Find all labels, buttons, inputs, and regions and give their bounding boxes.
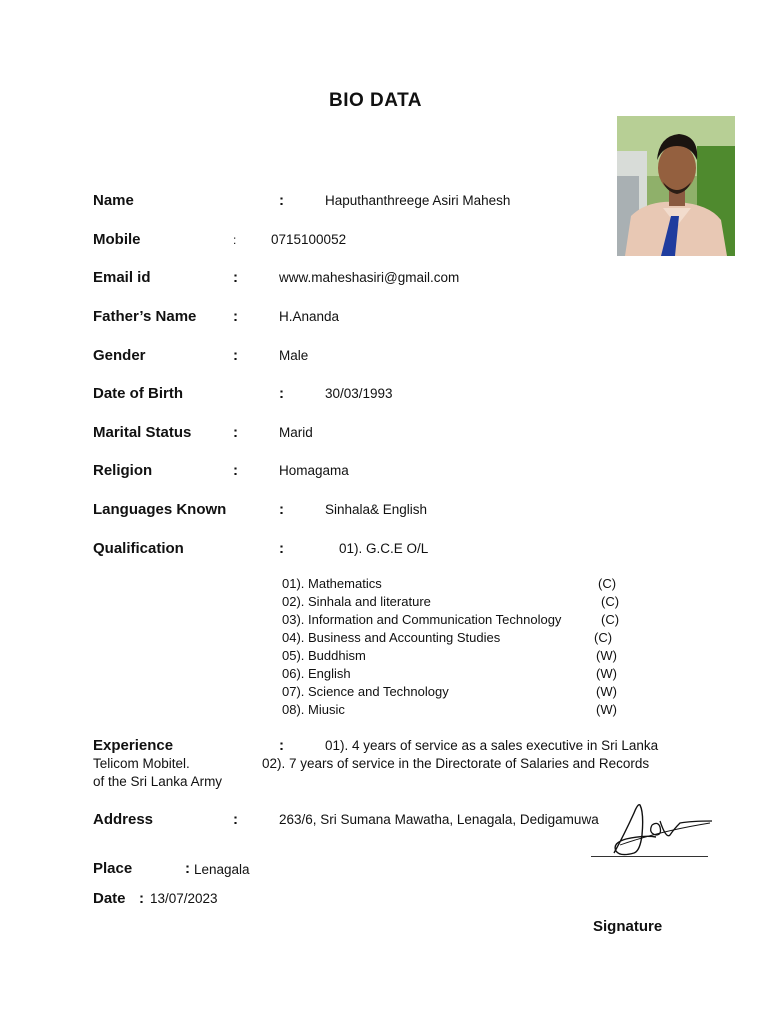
qualification-value: 01). G.C.E O/L — [339, 541, 429, 556]
gender-label: Gender — [93, 347, 146, 364]
subject-grade: (C) — [594, 630, 613, 645]
subject-item: 03). Information and Communication Technology — [282, 612, 562, 627]
dob-label: Date of Birth — [93, 385, 183, 402]
subject-item: 06). English — [282, 666, 351, 681]
profile-photo — [617, 116, 735, 256]
name-value: Haputhanthreege Asiri Mahesh — [325, 193, 511, 208]
page-title: BIO DATA — [329, 90, 423, 111]
marital-status-value: Marid — [279, 425, 313, 440]
subject-grade: (W) — [596, 702, 617, 717]
subject-grade: (W) — [596, 666, 617, 681]
languages-value: Sinhala& English — [325, 502, 428, 517]
experience-colon: : — [279, 737, 284, 754]
experience-line-1: 01). 4 years of service as a sales executive in Sri Lanka — [325, 738, 659, 753]
gender-colon: : — [233, 347, 238, 364]
email-colon: : — [233, 269, 238, 286]
address-colon: : — [233, 811, 238, 828]
name-colon: : — [279, 192, 284, 209]
father-name-value: H.Ananda — [279, 309, 340, 324]
experience-line-2-right: 02). 7 years of service in the Directorate of Salaries and Records — [262, 756, 650, 771]
experience-line-2-left: Telicom Mobitel. — [93, 756, 190, 771]
profile-photo-illustration — [617, 116, 735, 256]
mobile-label: Mobile — [93, 231, 141, 248]
subject-item: 01). Mathematics — [282, 576, 382, 591]
languages-label: Languages Known — [93, 501, 227, 518]
date-colon: : — [139, 890, 144, 907]
mobile-value: 0715100052 — [271, 232, 347, 247]
subject-item: 05). Buddhism — [282, 648, 366, 663]
subject-grade: (W) — [596, 684, 617, 699]
qualification-label: Qualification — [93, 540, 184, 557]
religion-colon: : — [233, 462, 238, 479]
dob-value: 30/03/1993 — [325, 386, 393, 401]
place-value: Lenagala — [194, 862, 250, 877]
email-label: Email id — [93, 269, 151, 286]
marital-status-label: Marital Status — [93, 424, 192, 441]
religion-value: Homagama — [279, 463, 349, 478]
religion-label: Religion — [93, 462, 153, 479]
experience-line-3: of the Sri Lanka Army — [93, 774, 223, 789]
signature-mark — [600, 795, 720, 859]
date-label: Date — [93, 890, 126, 907]
qualification-colon: : — [279, 540, 284, 557]
date-value: 13/07/2023 — [150, 891, 218, 906]
address-value: 263/6, Sri Sumana Mawatha, Lenagala, Dedigamuwa — [279, 812, 599, 827]
address-label: Address — [93, 811, 154, 828]
signature-label: Signature — [593, 918, 663, 935]
place-colon: : — [185, 860, 190, 877]
subject-item: 08). Miusic — [282, 702, 345, 717]
subject-grade: (C) — [598, 576, 617, 591]
subject-item: 02). Sinhala and literature — [282, 594, 431, 609]
gender-value: Male — [279, 348, 309, 363]
experience-label: Experience — [93, 737, 174, 754]
marital-status-colon: : — [233, 424, 238, 441]
signature-line — [591, 856, 708, 857]
subject-grade: (C) — [601, 594, 620, 609]
subject-item: 04). Business and Accounting Studies — [282, 630, 501, 645]
subject-grade: (C) — [601, 612, 620, 627]
mobile-colon: : — [233, 233, 237, 247]
email-value: www.maheshasiri@gmail.com — [279, 270, 460, 285]
subject-item: 07). Science and Technology — [282, 684, 449, 699]
languages-colon: : — [279, 501, 284, 518]
name-label: Name — [93, 192, 134, 209]
subject-grade: (W) — [596, 648, 617, 663]
father-name-label: Father’s Name — [93, 308, 197, 325]
father-name-colon: : — [233, 308, 238, 325]
dob-colon: : — [279, 385, 284, 402]
place-label: Place — [93, 860, 133, 877]
